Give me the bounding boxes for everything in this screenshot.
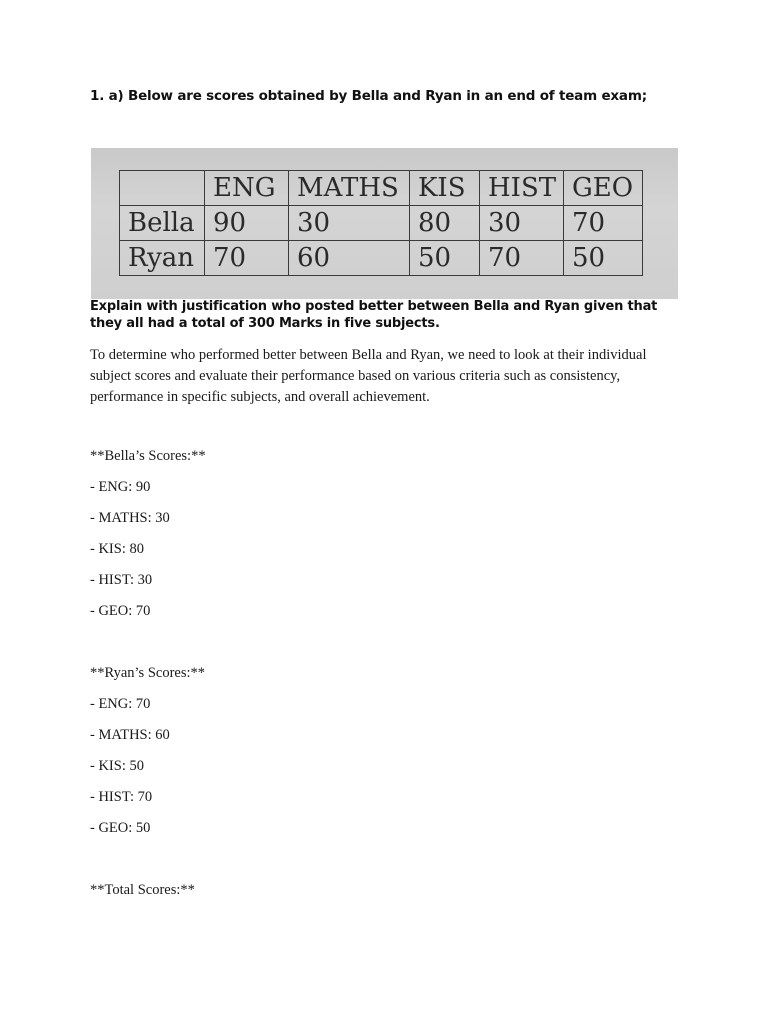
- table-header-row: [120, 171, 643, 206]
- section-heading: **Total Scores:**: [90, 882, 195, 898]
- list-item: - HIST: 70: [90, 789, 153, 805]
- list-item: - MATHS: 60: [90, 727, 170, 743]
- table-header-cell: KIS: [410, 171, 480, 206]
- table-cell: 70: [205, 241, 289, 276]
- list-item: - HIST: 30: [90, 572, 153, 588]
- list-item: - KIS: 80: [90, 541, 144, 557]
- table-cell: 50: [410, 241, 480, 276]
- table-header-cell: MATHS: [289, 171, 410, 206]
- table-cell: 30: [289, 206, 410, 241]
- table-header-cell: HIST: [480, 171, 564, 206]
- list-item: - GEO: 70: [90, 603, 151, 619]
- score-table: [119, 170, 643, 276]
- table-cell: Bella: [120, 206, 205, 241]
- table-cell: 30: [480, 206, 564, 241]
- table-cell: 90: [205, 206, 289, 241]
- table-header-cell: GEO: [564, 171, 643, 206]
- list-item: - ENG: 90: [90, 479, 151, 495]
- question-heading: 1. a) Below are scores obtained by Bella and Ryan in an end of team exam;: [90, 88, 647, 104]
- section-heading: **Bella’s Scores:**: [90, 448, 206, 464]
- table-header-cell: ENG: [205, 171, 289, 206]
- table-row: [120, 241, 643, 276]
- table-cell: 50: [564, 241, 643, 276]
- sub-question: Explain with justification who posted better between Bella and Ryan given that they all had a total of 300 Marks in five subjects.: [90, 299, 658, 331]
- list-item: - KIS: 50: [90, 758, 144, 774]
- list-item: - ENG: 70: [90, 696, 151, 712]
- table-cell: 70: [480, 241, 564, 276]
- table-row: [120, 206, 643, 241]
- table-header-cell: [120, 171, 205, 206]
- table-cell: 60: [289, 241, 410, 276]
- table-cell: Ryan: [120, 241, 205, 276]
- table-cell: 80: [410, 206, 480, 241]
- list-item: - GEO: 50: [90, 820, 151, 836]
- table-cell: 70: [564, 206, 643, 241]
- answer-intro: To determine who performed better between Bella and Ryan, we need to look at their individual subject scores and evaluate their performance based on various criteria such as consistency, performance in specific subjects, and overall achievement.: [90, 347, 647, 405]
- section-heading: **Ryan’s Scores:**: [90, 665, 206, 681]
- list-item: - MATHS: 30: [90, 510, 170, 526]
- score-table-photo: [91, 148, 678, 299]
